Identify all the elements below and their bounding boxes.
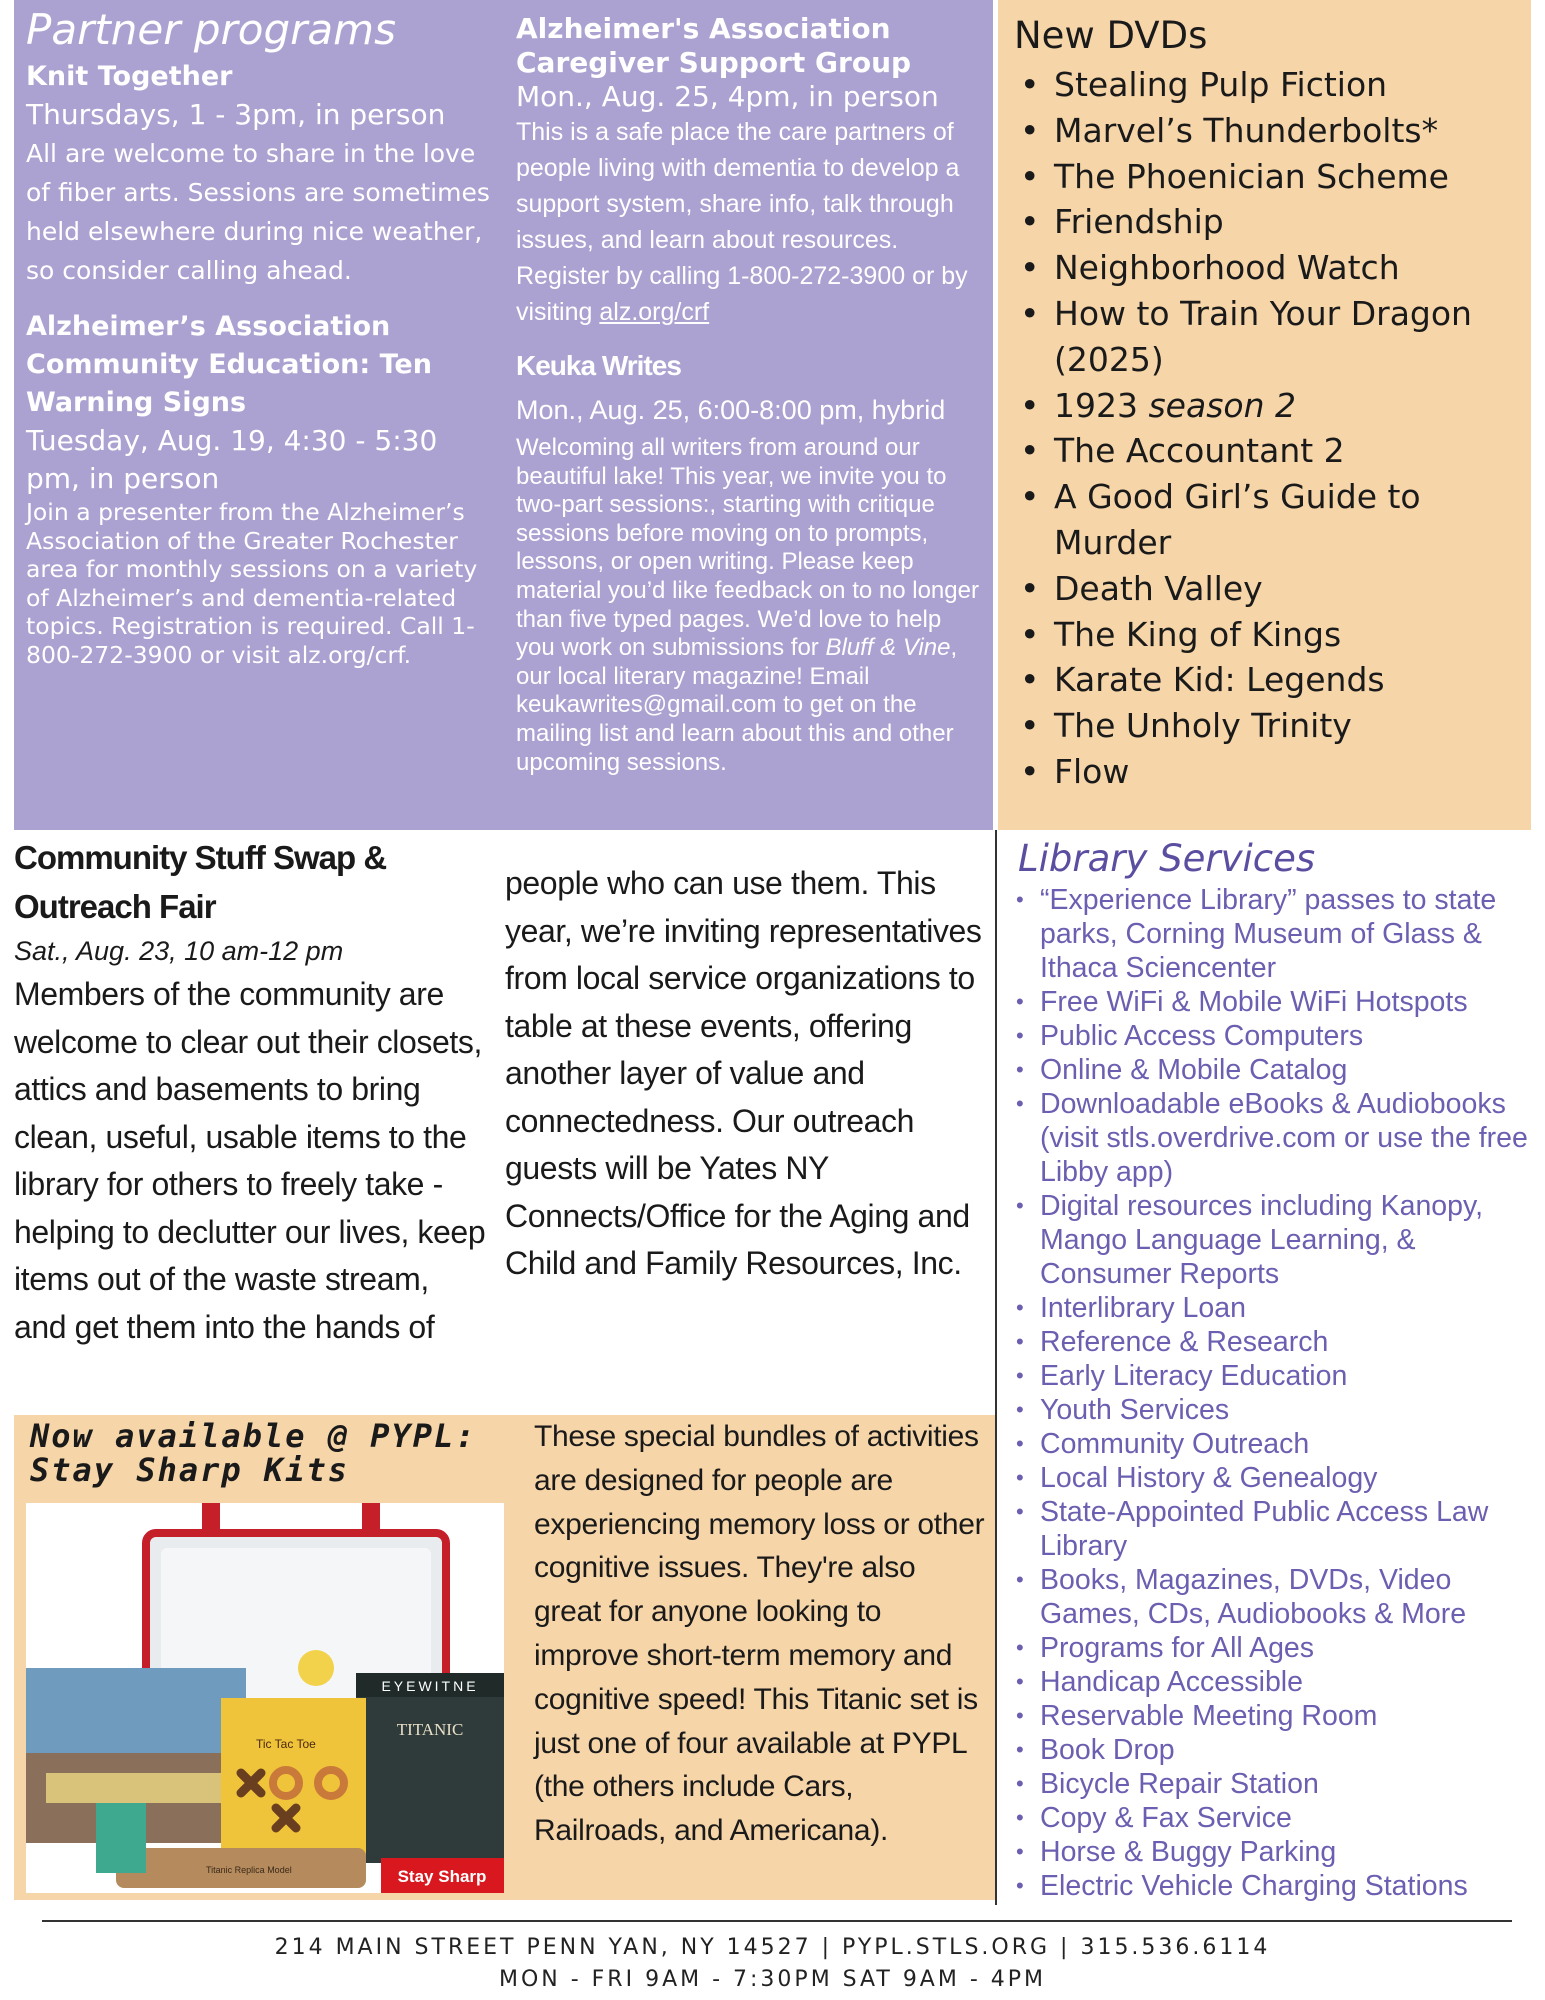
dvd-item: • The King of Kings <box>1014 612 1517 658</box>
knit-body: All are welcome to share in the love of fiber arts. Sessions are sometimes held elsewhere during nice weather, so consider calling ahead. <box>26 139 490 285</box>
service-item: • Digital resources including Kanopy, Mango Language Learning, & Consumer Reports <box>1010 1189 1535 1291</box>
education-heading: Alzheimer’s Association Community Education: Ten Warning Signs <box>26 311 432 418</box>
dvd-item: • The Phoenician Scheme <box>1014 154 1517 200</box>
dvd-item: • How to Train Your Dragon (2025) <box>1014 291 1517 383</box>
dvd-item: • The Unholy Trinity <box>1014 703 1517 749</box>
swap-body-right: people who can use them. This year, we’re inviting representatives from local service organizations to table at these events, offering another layer of value and connectedness. Our outreach guests will be Yates NY Connects/Office for the Aging and Child and Family Resources, Inc. <box>505 865 982 1281</box>
dvd-item: • Stealing Pulp Fiction <box>1014 62 1517 108</box>
new-dvds-panel <box>998 0 1531 830</box>
game-title-text: Tic Tac Toe <box>256 1737 316 1751</box>
kits-title <box>30 1419 477 1487</box>
partner-programs-title: Partner programs <box>26 5 396 54</box>
service-item: • Reservable Meeting Room <box>1010 1699 1535 1733</box>
service-item: • Reference & Research <box>1010 1325 1535 1359</box>
dvd-item: • Death Valley <box>1014 566 1517 612</box>
kits-body: These special bundles of activities are designed for people are experiencing memory loss or other cognitive issues. They're also great for anyone looking to improve short-term memory and cognitive speed! This Titanic set is just one of four available at PYPL (the others include Cars, Railroads, and Americana). <box>534 1420 985 1848</box>
swap-heading-line1: Community Stuff Swap & <box>14 839 387 876</box>
footer <box>0 1932 1545 1996</box>
partner-programs-left <box>14 0 506 830</box>
dvd-season-title: 1923 <box>1054 385 1138 425</box>
swap-when: Sat., Aug. 23, 10 am-12 pm <box>14 936 344 966</box>
service-item: • Interlibrary Loan <box>1010 1291 1535 1325</box>
support-body <box>516 114 983 330</box>
service-item: • Online & Mobile Catalog <box>1010 1053 1535 1087</box>
keuka-heading: Keuka Writes <box>516 350 681 381</box>
column-divider <box>995 830 997 1905</box>
knit-together-section <box>26 58 494 290</box>
kit-photo-illustration <box>26 1503 504 1893</box>
dvd-item: • A Good Girl’s Guide to Murder <box>1014 474 1517 566</box>
support-when: Mon., Aug. 25, 4pm, in person <box>516 80 939 113</box>
dvd-item: • Flow <box>1014 749 1517 795</box>
dvd-list <box>1014 62 1517 795</box>
service-item: • Programs for All Ages <box>1010 1631 1535 1665</box>
service-item: • Local History & Genealogy <box>1010 1461 1535 1495</box>
stay-sharp-kits-panel <box>14 1415 995 1900</box>
kits-title-line1: Now available @ PYPL: <box>30 1417 477 1455</box>
service-item: • Book Drop <box>1010 1733 1535 1767</box>
swap-body-left: Members of the community are welcome to clear out their closets, attics and basements to bring clean, useful, usable items to the library for others to freely take - helping to declutter our lives, keep items out of the waste stream, and get them into the hands of <box>14 976 486 1345</box>
alz-link[interactable]: alz.org/crf <box>599 298 710 326</box>
dvd-item: • Friendship <box>1014 199 1517 245</box>
magazine-name: Bluff & Vine <box>825 634 951 662</box>
stuff-swap-right <box>505 860 985 1380</box>
dvd-season-label: season 2 <box>1148 385 1296 425</box>
box-brand-text: EYEWITNE <box>381 1678 479 1694</box>
keuka-when: Mon., Aug. 25, 6:00-8:00 pm, hybrid <box>516 395 946 425</box>
support-body-text: This is a safe place the care partners of people living with dementia to develop a support system, share info, talk through issues, and learn about resources. Register by calling 1-800-272-3900 or by visiting <box>516 118 968 326</box>
services-title: Library Services <box>1018 837 1316 880</box>
service-item: • Handicap Accessible <box>1010 1665 1535 1699</box>
dvd-item: • The Accountant 2 <box>1014 428 1517 474</box>
service-item: • Community Outreach <box>1010 1427 1535 1461</box>
service-item: • Free WiFi & Mobile WiFi Hotspots <box>1010 985 1535 1019</box>
service-item: • Early Literacy Education <box>1010 1359 1535 1393</box>
dvd-item: • Neighborhood Watch <box>1014 245 1517 291</box>
footer-divider <box>42 1920 1512 1922</box>
keuka-body-before: Welcoming all writers from around our beautiful lake! This year, we invite you to two-part sessions:, starting with critique sessions before moving on to prompts, lessons, or open writing. Please keep material you’d like feedback on to no longer than five typed pages. We’d love to help you work on submissions for <box>516 434 979 662</box>
service-item: • Public Access Computers <box>1010 1019 1535 1053</box>
dvd-item <box>1014 383 1517 429</box>
service-item: • Books, Magazines, DVDs, Video Games, CDs, Audiobooks & More <box>1010 1563 1535 1631</box>
tube-label-text: Titanic Replica Model <box>206 1865 292 1875</box>
swap-heading-line2: Outreach Fair <box>14 888 216 925</box>
service-item: • “Experience Library” passes to state parks, Corning Museum of Glass & Ithaca Sciencenter <box>1010 883 1535 985</box>
service-item: • State-Appointed Public Access Law Library <box>1010 1495 1535 1563</box>
knit-when: Thursdays, 1 - 3pm, in person <box>26 98 446 131</box>
services-list <box>1010 883 1535 1903</box>
education-body: Join a presenter from the Alzheimer’s Association of the Greater Rochester area for monthly sessions on a variety of Alzheimer’s and dementia-related topics. Registration is required. Call 1-800-272-3900 or visit alz.org/crf. <box>26 498 478 669</box>
service-item: • Downloadable eBooks & Audiobooks (visit stls.overdrive.com or use the free Libby app) <box>1010 1087 1535 1189</box>
box-title-text: TITANIC <box>396 1720 464 1739</box>
service-item: • Horse & Buggy Parking <box>1010 1835 1535 1869</box>
keuka-body <box>516 434 983 777</box>
support-group-section <box>516 12 983 330</box>
service-item: • Copy & Fax Service <box>1010 1801 1535 1835</box>
partner-programs-right <box>506 0 993 830</box>
dvds-title: New DVDs <box>1014 14 1208 57</box>
service-item: • Electric Vehicle Charging Stations <box>1010 1869 1535 1903</box>
kits-title-line2: Stay Sharp Kits <box>30 1451 349 1489</box>
service-item: • Youth Services <box>1010 1393 1535 1427</box>
dvd-item: • Karate Kid: Legends <box>1014 657 1517 703</box>
stay-sharp-kit-photo <box>26 1503 504 1893</box>
keuka-writes-section <box>516 348 983 777</box>
knit-heading: Knit Together <box>26 61 233 92</box>
corner-label-text: Stay Sharp <box>397 1867 487 1886</box>
footer-hours: MON - FRI 9AM - 7:30PM SAT 9AM - 4PM <box>498 1967 1047 1992</box>
stuff-swap-left <box>14 833 489 1393</box>
education-when: Tuesday, Aug. 19, 4:30 - 5:30 pm, in person <box>26 424 438 495</box>
dvd-item: • Marvel’s Thunderbolts* <box>1014 108 1517 154</box>
support-heading: Alzheimer's Association Caregiver Support Group <box>516 12 912 79</box>
footer-address: 214 MAIN STREET PENN YAN, NY 14527 | PYPL.STLS.ORG | 315.536.6114 <box>274 1935 1271 1960</box>
education-section <box>26 308 494 669</box>
service-item: • Bicycle Repair Station <box>1010 1767 1535 1801</box>
library-services-panel <box>1010 835 1535 1900</box>
keuka-body-after: , our local literary magazine! Email keukawrites@gmail.com to get on the mailing list and learn about this and other upcoming sessions. <box>516 634 958 776</box>
